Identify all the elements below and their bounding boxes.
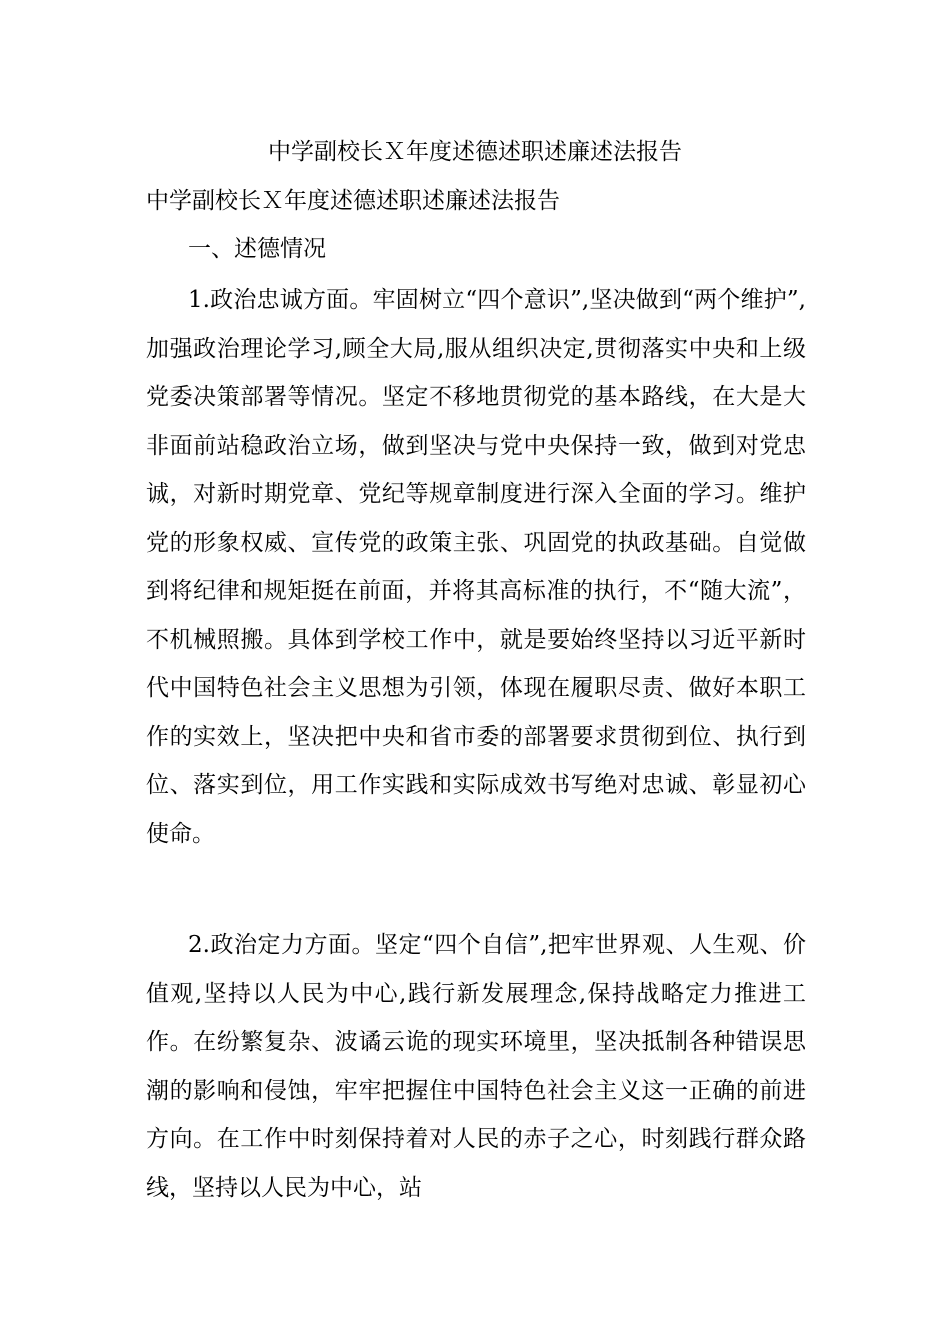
- document-title: 中学副校长Ｘ年度述德述职述廉述法报告: [268, 139, 682, 165]
- section-heading: 一、述德情况: [188, 236, 326, 262]
- paragraph-political-resolve: 2.政治定力方面。坚定“四个自信”,把牢世界观、人生观、价值观,坚持以人民为中心,践行新发展理念,保持战略定力推进工作。在纷繁复杂、波谲云诡的现实环境里，坚决抵制各种错误思潮的影响和侵蚀，牢牢把握住中国特色社会主义这一正确的前进方向。在工作中时刻保持着对人民的赤子之心，时刻践行群众路线，坚持以人民为中心，站: [146, 932, 806, 1201]
- paragraph-political-loyalty: 1.政治忠诚方面。牢固树立“四个意识”,坚决做到“两个维护”,加强政治理论学习,顾全大局,服从组织决定,贯彻落实中央和上级党委决策部署等情况。坚定不移地贯彻党的基本路线，在大是大非面前站稳政治立场，做到坚决与党中央保持一致，做到对党忠诚，对新时期党章、党纪等规章制度进行深入全面的学习。维护党的形象权威、宣传党的政策主张、巩固党的执政基础。自觉做到将纪律和规矩挺在前面，并将其高标准的执行，不“随大流”，不机械照搬。具体到学校工作中，就是要始终坚持以习近平新时代中国特色社会主义思想为引领，体现在履职尽责、做好本职工作的实效上，坚决把中央和省市委的部署要求贯彻到位、执行到位、落实到位，用工作实践和实际成效书写绝对忠诚、彰显初心使命。: [146, 287, 806, 847]
- document-subtitle: 中学副校长Ｘ年度述德述职述廉述法报告: [146, 188, 560, 214]
